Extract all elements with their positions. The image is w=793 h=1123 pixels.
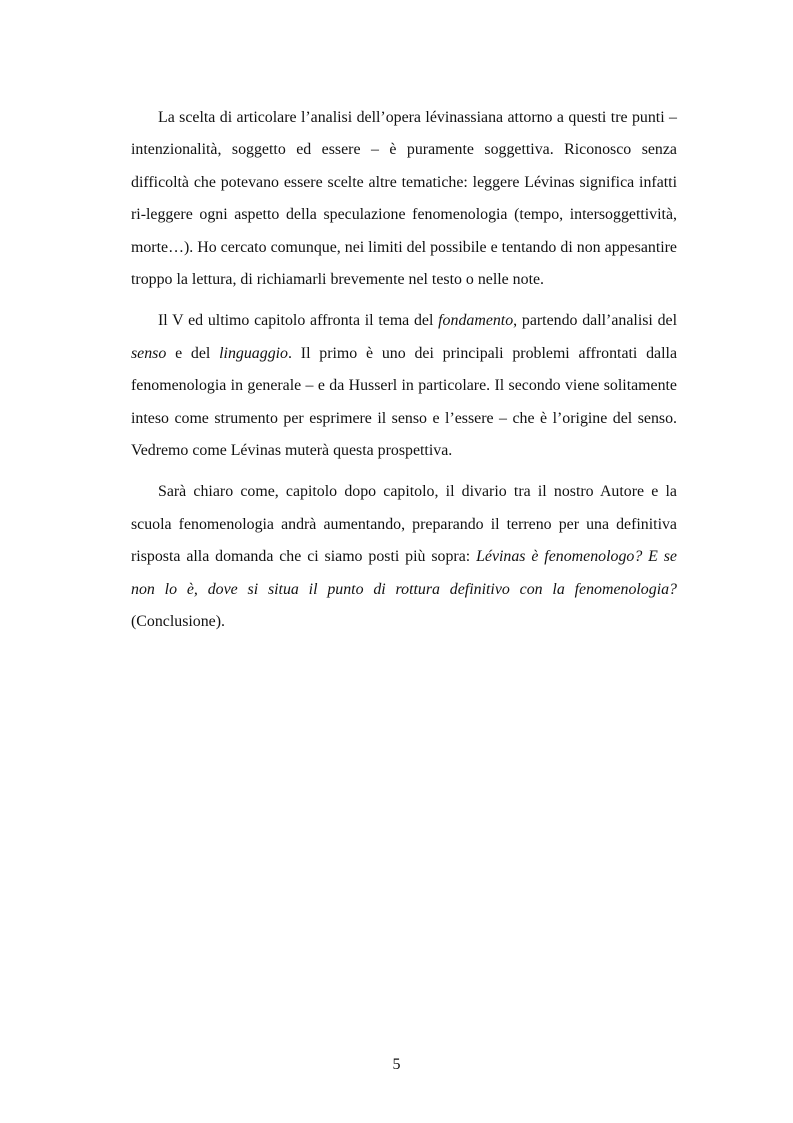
paragraph-2 [131,305,677,467]
term-linguaggio: linguaggio [219,344,289,362]
paragraph-3-text-1: Sarà chiaro come, capitolo dopo capitolo, il divario tra il nostro Autore e la scuola fenomenologia andrà aumentando, preparando il terreno per una definitiva risposta alla domanda che ci siamo posti più sopra: [131,483,677,566]
paragraph-2-text-1: Il V ed ultimo capitolo affronta il tema del [158,312,439,330]
term-senso: senso [131,344,167,362]
paragraph-1 [131,102,677,296]
paragraph-2-text-3: e del [166,344,220,362]
body-text [131,102,677,639]
question-italic: Lévinas è fenomenologo? E se non lo è, dove si situa il punto di rottura definitivo con la fenomenologia? [131,548,677,598]
term-fondamento: fondamento [438,312,514,330]
page-number: 5 [392,1056,401,1073]
paragraph-2-text-4: . Il primo è uno dei principali problemi affrontati dalla fenomenologia in generale – e da Husserl in particolare. Il secondo viene solitamente inteso come strumento per esprimere il senso e l’essere – che è l’origine del senso. Vedremo come Lévinas muterà questa prospettiva. [131,344,677,460]
paragraph-2-text-2: , partendo dall’analisi del [513,312,677,330]
paragraph-3 [131,476,677,638]
paragraph-3-text-2: (Conclusione). [131,613,226,631]
paragraph-1-text: La scelta di articolare l’analisi dell’opera lévinassiana attorno a questi tre punti – intenzionalità, soggetto ed essere – è puramente soggettiva. Riconosco senza difficoltà che potevano essere scelte altre tematiche: leggere Lévinas significa infatti ri-leggere ogni aspetto della speculazione fenomenologia (tempo, intersoggettività, morte…). Ho cercato comunque, nei limiti del possibile e tentando di non appesantire troppo la lettura, di richiamarli brevemente nel testo o nelle note. [131,109,677,289]
